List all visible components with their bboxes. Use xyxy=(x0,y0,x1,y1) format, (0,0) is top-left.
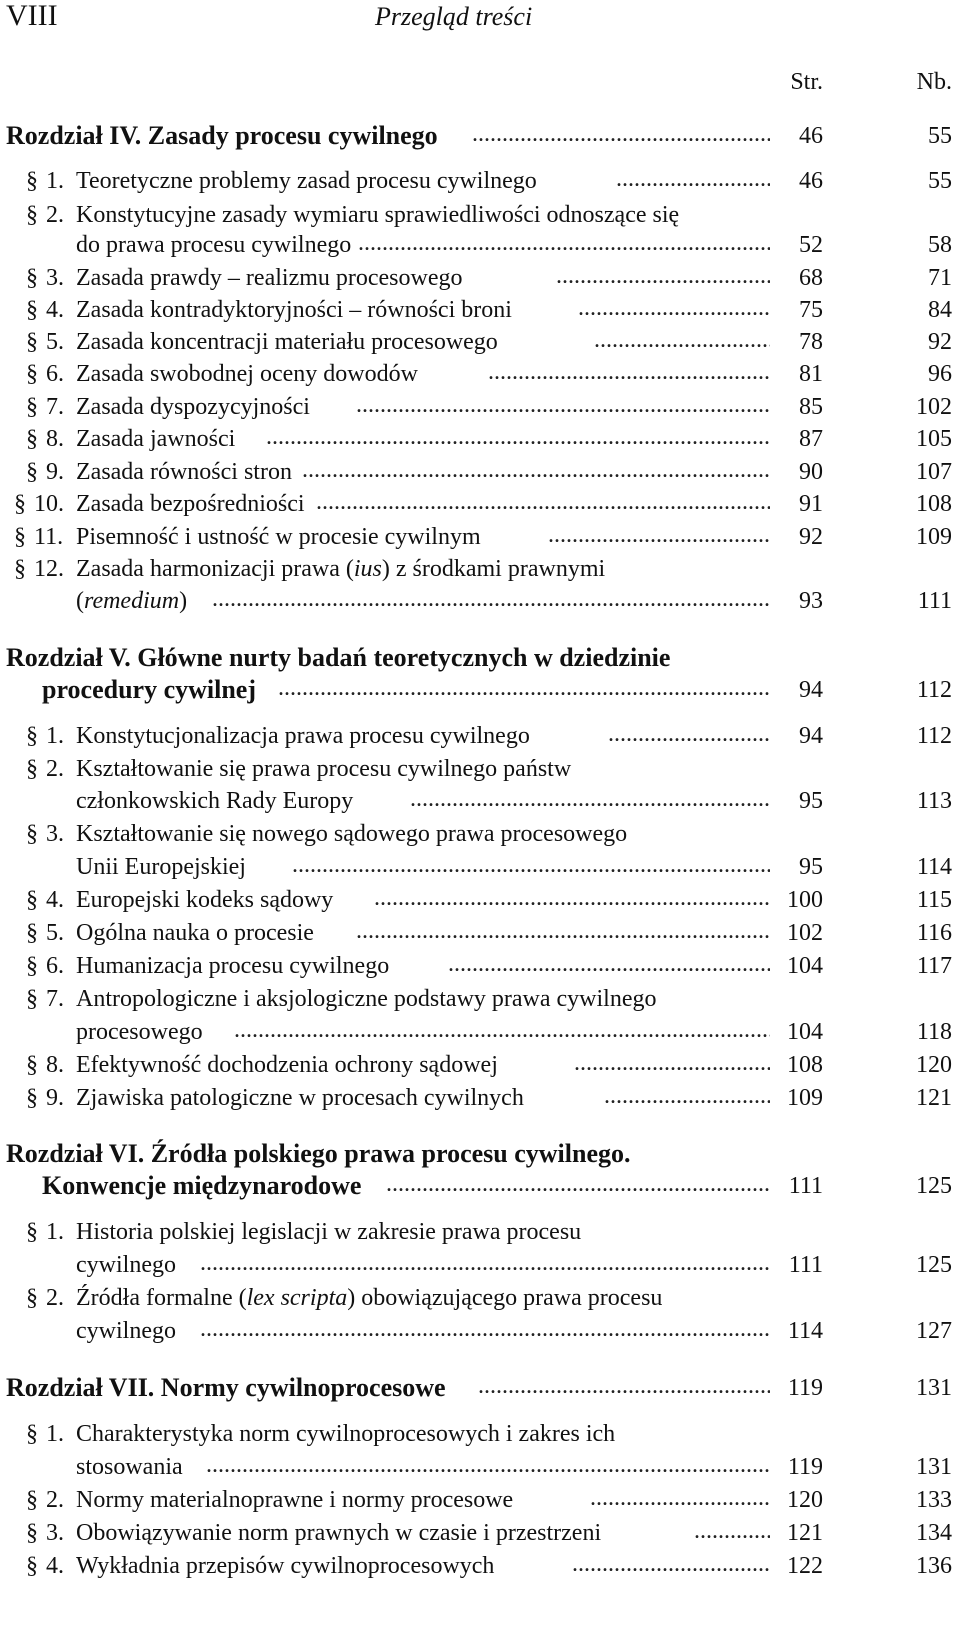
toc-item[interactable] xyxy=(0,391,960,423)
item-text: cywilnego xyxy=(76,1318,176,1344)
item-text: Antropologiczne i aksjologiczne podstawy prawa cywilnego xyxy=(76,986,657,1012)
page-nb: 108 xyxy=(916,491,952,517)
item-text: Historia polskiej legislacji w zakresie prawa procesu xyxy=(76,1219,582,1245)
toc-item[interactable] xyxy=(0,983,960,1015)
toc-item[interactable] xyxy=(0,1082,960,1114)
item-number: 2. xyxy=(46,1285,64,1311)
page-str: 109 xyxy=(787,1085,823,1111)
item-text: Konstytucyjne zasady wymiaru sprawiedliwości odnoszące się xyxy=(76,202,680,228)
page-number: VIII xyxy=(6,0,58,32)
toc-chapter[interactable] xyxy=(0,1372,960,1404)
item-number: 2. xyxy=(46,756,64,782)
page-nb: 84 xyxy=(928,297,952,323)
section-icon: § xyxy=(26,723,38,749)
leader-dots xyxy=(472,122,770,146)
page-str: 95 xyxy=(799,854,823,880)
item-number: 5. xyxy=(46,920,64,946)
leader-dots xyxy=(488,360,770,384)
leader-dots xyxy=(448,952,770,976)
item-number: 11. xyxy=(34,524,64,550)
leader-dots xyxy=(302,458,770,482)
item-text: Zasada bezpośredniości xyxy=(76,491,305,517)
page-title: Przegląd treści xyxy=(375,2,533,31)
page-str: 100 xyxy=(787,887,823,913)
page-str: 114 xyxy=(787,1318,823,1344)
page-str: 75 xyxy=(799,297,823,323)
page-nb: 55 xyxy=(928,123,952,149)
section-icon: § xyxy=(26,394,38,420)
page-str: 87 xyxy=(799,426,823,452)
section-icon: § xyxy=(26,459,38,485)
item-text: stosowania xyxy=(76,1454,183,1480)
item-text: Unii Europejskiej xyxy=(76,854,246,880)
section-icon: § xyxy=(26,297,38,323)
page-str: 122 xyxy=(787,1553,823,1579)
section-icon: § xyxy=(26,426,38,452)
item-number: 7. xyxy=(46,394,64,420)
page-str: 111 xyxy=(788,1173,823,1199)
page-str: 90 xyxy=(799,459,823,485)
item-text: Obowiązywanie norm prawnych w czasie i przestrzeni xyxy=(76,1520,602,1546)
toc-item-continuation[interactable] xyxy=(0,1451,960,1483)
leader-dots xyxy=(410,787,770,811)
page-str: 78 xyxy=(799,329,823,355)
leader-dots xyxy=(594,328,770,352)
item-text: Humanizacja procesu cywilnego xyxy=(76,953,390,979)
toc-item-continuation[interactable] xyxy=(0,1249,960,1281)
item-number: 2. xyxy=(46,202,64,228)
page-str: 104 xyxy=(787,1019,823,1045)
page-nb: 112 xyxy=(916,723,952,749)
toc-item[interactable] xyxy=(0,1484,960,1516)
toc-item[interactable] xyxy=(0,165,960,197)
page-str: 102 xyxy=(787,920,823,946)
page-nb: 105 xyxy=(916,426,952,452)
item-text: Zasada jawności xyxy=(76,426,236,452)
section-icon: § xyxy=(26,1285,38,1311)
page-str: 104 xyxy=(787,953,823,979)
leader-dots xyxy=(206,1453,770,1477)
page-nb: 71 xyxy=(928,265,952,291)
page-str: 119 xyxy=(787,1454,823,1480)
toc-item[interactable] xyxy=(0,917,960,949)
page-str: 108 xyxy=(787,1052,823,1078)
chapter-title: Rozdział IV. Zasady procesu cywilnego xyxy=(6,121,438,150)
toc-item[interactable] xyxy=(0,423,960,455)
toc-chapter[interactable] xyxy=(0,642,960,674)
section-icon: § xyxy=(26,168,38,194)
toc-item[interactable] xyxy=(0,1216,960,1248)
item-text: Efektywność dochodzenia ochrony sądowej xyxy=(76,1052,498,1078)
item-text: Zasada kontradyktoryjności – równości broni xyxy=(76,297,512,323)
item-number: 4. xyxy=(46,887,64,913)
page-nb: 127 xyxy=(916,1318,952,1344)
item-text: Zasada równości stron xyxy=(76,459,292,485)
section-icon: § xyxy=(26,986,38,1012)
leader-dots xyxy=(292,853,770,877)
leader-dots xyxy=(590,1486,770,1510)
item-text: procesowego xyxy=(76,1019,203,1045)
toc-item[interactable] xyxy=(0,553,960,585)
page-nb: 121 xyxy=(916,1085,952,1111)
leader-dots xyxy=(316,490,770,514)
item-number: 4. xyxy=(46,1553,64,1579)
toc-item-continuation[interactable] xyxy=(0,785,960,817)
item-text: Normy materialnoprawne i normy procesowe xyxy=(76,1487,514,1513)
toc-item[interactable] xyxy=(0,488,960,520)
item-text: Ogólna nauka o procesie xyxy=(76,920,314,946)
leader-dots xyxy=(608,722,770,746)
leader-dots xyxy=(266,425,770,449)
leader-dots xyxy=(234,1018,770,1042)
page-str: 95 xyxy=(799,788,823,814)
page-str: 111 xyxy=(788,1252,823,1278)
section-icon: § xyxy=(26,1553,38,1579)
item-text: członkowskich Rady Europy xyxy=(76,788,354,814)
item-number: 5. xyxy=(46,329,64,355)
item-number: 12. xyxy=(34,556,64,582)
page-nb: 92 xyxy=(928,329,952,355)
leader-dots xyxy=(548,523,770,547)
item-number: 3. xyxy=(46,821,64,847)
section-icon: § xyxy=(14,556,26,582)
item-text: Kształtowanie się nowego sądowego prawa procesowego xyxy=(76,821,628,847)
item-text: Zasada prawdy – realizmu procesowego xyxy=(76,265,463,291)
page-str: 121 xyxy=(787,1520,823,1546)
toc-item[interactable] xyxy=(0,884,960,916)
item-number: 6. xyxy=(46,953,64,979)
item-text: Teoretyczne problemy zasad procesu cywilnego xyxy=(76,168,537,194)
leader-dots xyxy=(616,167,770,191)
section-icon: § xyxy=(26,920,38,946)
section-icon: § xyxy=(26,202,38,228)
chapter-title: Konwencje międzynarodowe xyxy=(42,1171,362,1200)
page-str: 92 xyxy=(799,524,823,550)
toc-item-continuation[interactable] xyxy=(0,1016,960,1048)
toc-item[interactable] xyxy=(0,1049,960,1081)
toc-item[interactable] xyxy=(0,720,960,752)
page-nb: 118 xyxy=(916,1019,952,1045)
item-text: Źródła formalne (lex scripta) obowiązującego prawa procesu xyxy=(76,1285,663,1311)
section-icon: § xyxy=(26,361,38,387)
chapter-title: Rozdział V. Główne nurty badań teoretycznych w dziedzinie xyxy=(6,643,671,672)
toc-item[interactable] xyxy=(0,358,960,390)
leader-dots xyxy=(212,587,770,611)
section-icon: § xyxy=(26,1421,38,1447)
item-text: Zasada dyspozycyjności xyxy=(76,394,310,420)
section-icon: § xyxy=(26,1085,38,1111)
item-text: Pisemność i ustność w procesie cywilnym xyxy=(76,524,481,550)
leader-dots xyxy=(358,231,770,255)
toc-chapter[interactable] xyxy=(0,120,960,152)
page-str: 46 xyxy=(799,168,823,194)
leader-dots xyxy=(574,1051,770,1075)
toc-chapter-continuation[interactable] xyxy=(0,674,960,706)
item-text: Zjawiska patologiczne w procesach cywilnych xyxy=(76,1085,524,1111)
page-nb: 131 xyxy=(916,1454,952,1480)
page-nb: 109 xyxy=(916,524,952,550)
item-text: Konstytucjonalizacja prawa procesu cywilnego xyxy=(76,723,530,749)
item-text: do prawa procesu cywilnego xyxy=(76,232,352,258)
item-text: Charakterystyka norm cywilnoprocesowych i zakres ich xyxy=(76,1421,616,1447)
page-nb: 117 xyxy=(916,953,952,979)
toc-item[interactable] xyxy=(0,456,960,488)
leader-dots xyxy=(356,393,770,417)
toc-item-continuation[interactable] xyxy=(0,229,960,261)
chapter-title: Rozdział VII. Normy cywilnoprocesowe xyxy=(6,1373,446,1402)
item-number: 8. xyxy=(46,1052,64,1078)
page-nb: 114 xyxy=(916,854,952,880)
leader-dots xyxy=(374,886,770,910)
item-text: Europejski kodeks sądowy xyxy=(76,887,334,913)
toc-chapter-continuation[interactable] xyxy=(0,1170,960,1202)
page-nb: 134 xyxy=(916,1520,952,1546)
page-str: 81 xyxy=(799,361,823,387)
page-nb: 125 xyxy=(916,1173,952,1199)
item-text: Kształtowanie się prawa procesu cywilnego państw xyxy=(76,756,572,782)
toc-item[interactable] xyxy=(0,1418,960,1450)
item-number: 9. xyxy=(46,459,64,485)
item-number: 10. xyxy=(34,491,64,517)
chapter-title: Rozdział VI. Źródła polskiego prawa procesu cywilnego. xyxy=(6,1139,631,1168)
item-text: Zasada koncentracji materiału procesowego xyxy=(76,329,498,355)
column-header-str: Str. xyxy=(790,69,823,95)
page-nb: 115 xyxy=(916,887,952,913)
toc-item[interactable] xyxy=(0,818,960,850)
leader-dots xyxy=(386,1172,770,1196)
page-str: 119 xyxy=(787,1375,823,1401)
page-str: 94 xyxy=(799,723,823,749)
page-str: 93 xyxy=(799,588,823,614)
section-icon: § xyxy=(14,524,26,550)
leader-dots xyxy=(694,1519,770,1543)
toc-item[interactable] xyxy=(0,294,960,326)
page-nb: 96 xyxy=(928,361,952,387)
page-str: 46 xyxy=(799,123,823,149)
section-icon: § xyxy=(26,329,38,355)
page-str: 94 xyxy=(799,677,823,703)
leader-dots xyxy=(200,1251,770,1275)
page-nb: 136 xyxy=(916,1553,952,1579)
page-nb: 55 xyxy=(928,168,952,194)
item-number: 1. xyxy=(46,1219,64,1245)
page-nb: 111 xyxy=(917,588,952,614)
section-icon: § xyxy=(26,265,38,291)
toc-item[interactable] xyxy=(0,521,960,553)
toc-item-continuation[interactable] xyxy=(0,1315,960,1347)
page-nb: 113 xyxy=(916,788,952,814)
toc-item-continuation[interactable] xyxy=(0,851,960,883)
leader-dots xyxy=(578,296,770,320)
page-nb: 102 xyxy=(916,394,952,420)
item-text: (remedium) xyxy=(76,588,188,614)
item-text: cywilnego xyxy=(76,1252,176,1278)
section-icon: § xyxy=(26,1219,38,1245)
item-text: Zasada swobodnej oceny dowodów xyxy=(76,361,418,387)
item-text: Wykładnia przepisów cywilnoprocesowych xyxy=(76,1553,495,1579)
toc-item[interactable] xyxy=(0,199,960,231)
item-number: 7. xyxy=(46,986,64,1012)
page-str: 52 xyxy=(799,232,823,258)
leader-dots xyxy=(572,1552,770,1576)
toc-item[interactable] xyxy=(0,950,960,982)
page-nb: 107 xyxy=(916,459,952,485)
toc-item[interactable] xyxy=(0,1282,960,1314)
toc-item[interactable] xyxy=(0,1550,960,1582)
section-icon: § xyxy=(26,1520,38,1546)
toc-item[interactable] xyxy=(0,262,960,294)
section-icon: § xyxy=(26,887,38,913)
section-icon: § xyxy=(26,756,38,782)
page-nb: 120 xyxy=(916,1052,952,1078)
page-nb: 133 xyxy=(916,1487,952,1513)
item-number: 3. xyxy=(46,265,64,291)
leader-dots xyxy=(556,264,770,288)
item-number: 1. xyxy=(46,168,64,194)
item-number: 3. xyxy=(46,1520,64,1546)
leader-dots xyxy=(356,919,770,943)
item-number: 6. xyxy=(46,361,64,387)
leader-dots xyxy=(478,1374,770,1398)
section-icon: § xyxy=(26,821,38,847)
toc-item[interactable] xyxy=(0,1517,960,1549)
toc-chapter[interactable] xyxy=(0,1138,960,1170)
item-number: 2. xyxy=(46,1487,64,1513)
item-text: Zasada harmonizacji prawa (ius) z środkami prawnymi xyxy=(76,556,606,582)
item-number: 1. xyxy=(46,723,64,749)
page-nb: 131 xyxy=(916,1375,952,1401)
item-number: 1. xyxy=(46,1421,64,1447)
leader-dots xyxy=(278,676,770,700)
item-number: 4. xyxy=(46,297,64,323)
page-str: 68 xyxy=(799,265,823,291)
page-str: 85 xyxy=(799,394,823,420)
leader-dots xyxy=(200,1317,770,1341)
section-icon: § xyxy=(14,491,26,517)
toc-item-continuation[interactable] xyxy=(0,585,960,617)
section-icon: § xyxy=(26,1487,38,1513)
item-number: 9. xyxy=(46,1085,64,1111)
toc-item[interactable] xyxy=(0,326,960,358)
page-nb: 112 xyxy=(916,677,952,703)
page-str: 120 xyxy=(787,1487,823,1513)
page-nb: 116 xyxy=(916,920,952,946)
section-icon: § xyxy=(26,1052,38,1078)
item-number: 8. xyxy=(46,426,64,452)
page-str: 91 xyxy=(799,491,823,517)
page-nb: 58 xyxy=(928,232,952,258)
toc-item[interactable] xyxy=(0,753,960,785)
page-nb: 125 xyxy=(916,1252,952,1278)
chapter-title: procedury cywilnej xyxy=(42,675,256,704)
column-header-nb: Nb. xyxy=(916,69,952,95)
section-icon: § xyxy=(26,953,38,979)
leader-dots xyxy=(604,1084,770,1108)
